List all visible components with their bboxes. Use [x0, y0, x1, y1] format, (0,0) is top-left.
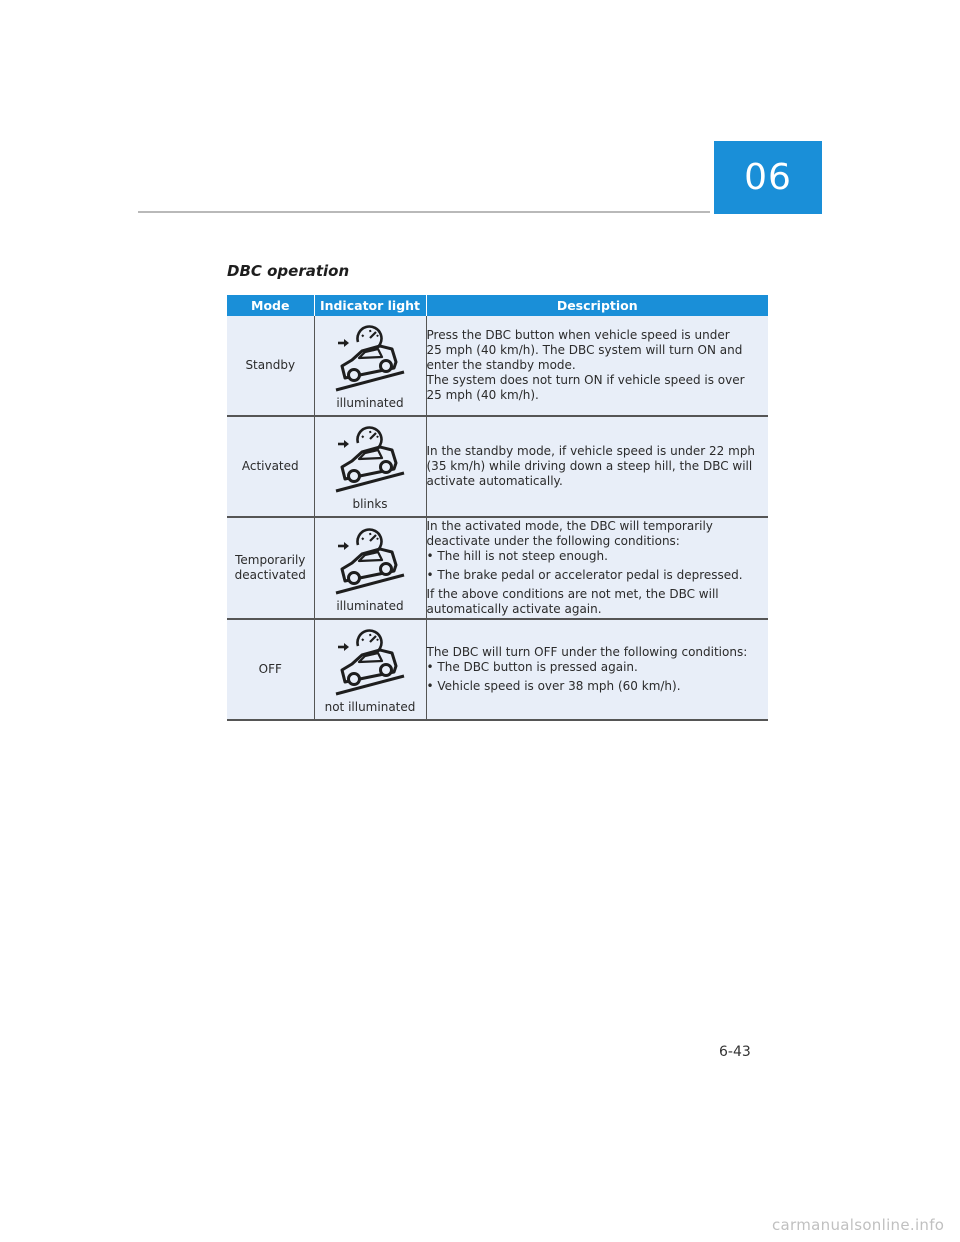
description-line: 25 mph (40 km/h). [426, 388, 539, 402]
description-line: automatically activate again. [426, 602, 602, 616]
mode-line: Temporarily [235, 553, 306, 567]
section-title: DBC operation [227, 262, 350, 280]
description-line: enter the standby mode. [426, 358, 576, 372]
description-line: • The DBC button is pressed again. [426, 660, 638, 674]
header-rule [138, 211, 710, 213]
mode-cell [227, 517, 314, 619]
downhill-car-icon [332, 626, 408, 698]
description-line: • The brake pedal or accelerator pedal is depressed. [426, 568, 743, 582]
description-line: The DBC will turn OFF under the following conditions: [426, 645, 748, 659]
mode-cell: Activated [227, 416, 314, 517]
description-cell [426, 619, 768, 720]
description-line: If the above conditions are not met, the DBC will [426, 587, 719, 601]
indicator-state: not illuminated [324, 700, 416, 714]
description-line: activate automatically. [426, 474, 563, 488]
table-row [227, 517, 768, 619]
description-cell [426, 416, 768, 517]
indicator-state: illuminated [336, 598, 404, 613]
description-line: In the standby mode, if vehicle speed is under 22 mph [426, 444, 756, 458]
indicator-cell [314, 619, 426, 720]
mode-cell: OFF [227, 619, 314, 720]
chapter-tab: 06 [714, 141, 822, 214]
description-line: The system does not turn ON if vehicle speed is over [426, 373, 745, 387]
mode-cell: Standby [227, 316, 314, 416]
table-row [227, 316, 768, 416]
description-line: deactivate under the following conditions: [426, 534, 680, 548]
indicator-state: illuminated [336, 396, 404, 410]
table-row [227, 416, 768, 517]
indicator-state: blinks [352, 497, 388, 511]
description-line: • Vehicle speed is over 38 mph (60 km/h). [426, 679, 681, 693]
mode-line: deactivated [234, 568, 306, 582]
description-line: (35 km/h) while driving down a steep hill, the DBC will [426, 459, 753, 473]
page-number: 6-43 [719, 1044, 751, 1060]
watermark: carmanualsonline.info [772, 1216, 945, 1234]
header-description: Description [426, 295, 768, 316]
dbc-operation-table [227, 295, 768, 721]
indicator-cell [314, 517, 426, 619]
description-cell [426, 517, 768, 619]
description-line: 25 mph (40 km/h). The DBC system will turn ON and [426, 343, 743, 357]
description-cell [426, 316, 768, 416]
header-indicator: Indicator light [314, 295, 426, 316]
downhill-car-icon [332, 322, 408, 394]
description-line: In the activated mode, the DBC will temporarily [426, 519, 713, 533]
downhill-car-icon [332, 525, 408, 597]
header-mode: Mode [227, 295, 314, 316]
downhill-car-icon [332, 423, 408, 495]
description-line: Press the DBC button when vehicle speed is under [426, 328, 730, 342]
indicator-cell [314, 416, 426, 517]
indicator-cell [314, 316, 426, 416]
table-header-row [227, 295, 768, 316]
table-row [227, 619, 768, 720]
description-line: • The hill is not steep enough. [426, 549, 608, 563]
